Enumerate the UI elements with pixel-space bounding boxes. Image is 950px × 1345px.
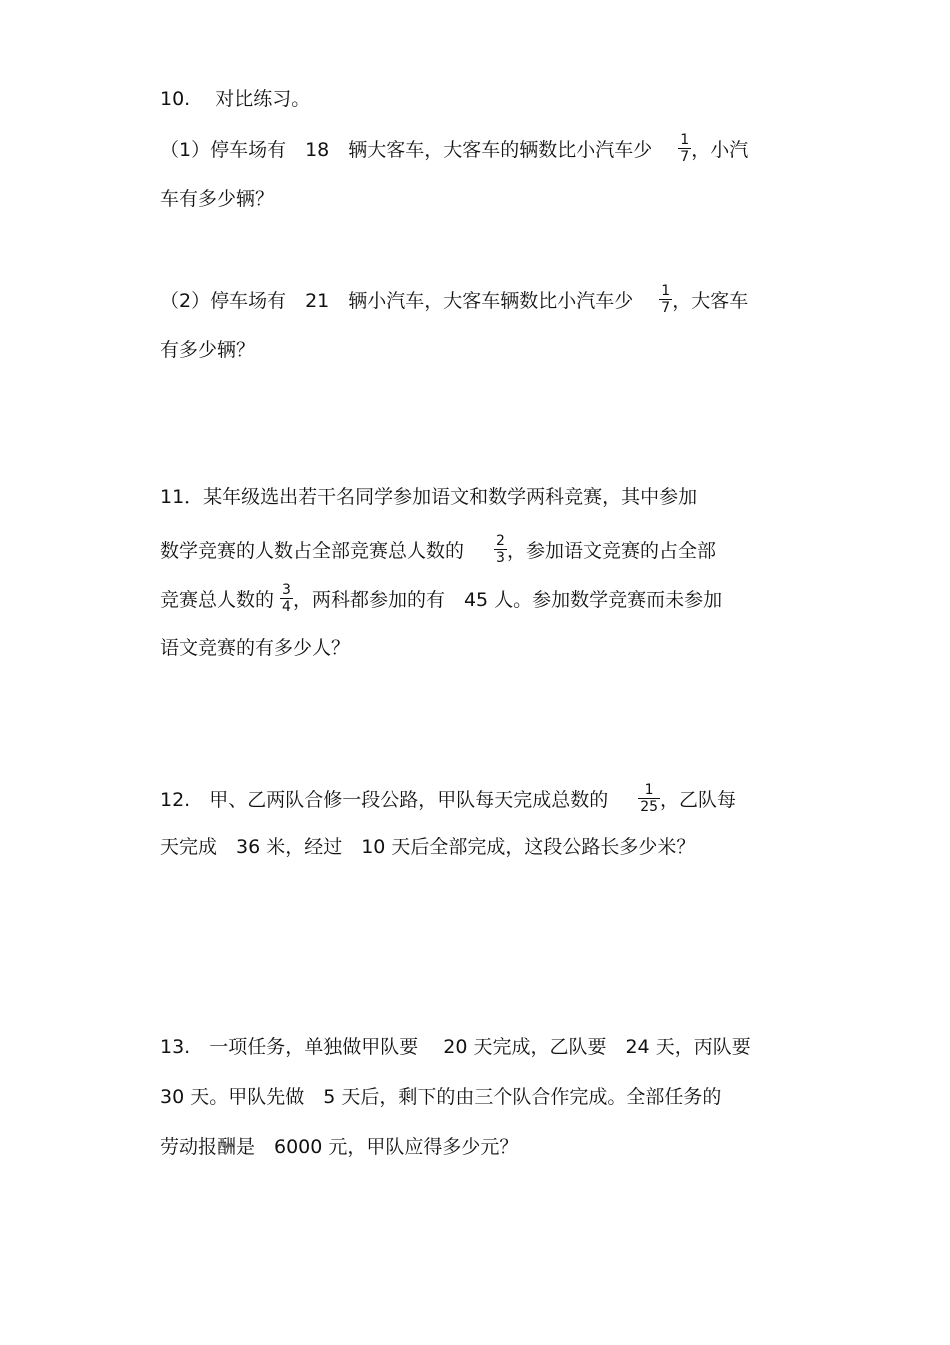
fraction-numerator: 1 [661, 283, 671, 299]
q11-line2-text-b: ，参加语文竞赛的占全部 [506, 540, 716, 562]
q11-line3 [160, 584, 722, 617]
q11-line1: 11．某年级选出若干名同学参加语文和数学两科竞赛，其中参加 [160, 486, 698, 508]
q13-line3: 劳动报酬是 6000 元，甲队应得多少元？ [160, 1136, 519, 1158]
fraction-denominator: 4 [282, 599, 291, 615]
q11-fraction-2 [280, 582, 293, 615]
q10-part1-text-b: ，小汽 [691, 139, 749, 161]
q10-title: 10. 对比练习。 [160, 88, 311, 110]
q10-part2-line1 [160, 285, 748, 318]
fraction-denominator: 25 [640, 799, 659, 815]
q10-part1-line1 [160, 134, 748, 167]
q12-line1 [160, 784, 736, 817]
fraction-denominator: 7 [680, 149, 690, 165]
fraction-denominator: 7 [661, 300, 671, 316]
q10-part2-fraction [659, 283, 672, 316]
fraction-numerator: 3 [282, 582, 291, 598]
fraction-numerator: 1 [644, 782, 654, 798]
q13-line2: 30 天。甲队先做 5 天后，剩下的由三个队合作完成。全部任务的 [160, 1086, 722, 1108]
q11-line3-text-b: ，两科都参加的有 45 人。参加数学竞赛而未参加 [292, 589, 723, 611]
q10-part2-line2: 有多少辆？ [160, 339, 256, 361]
fraction-numerator: 2 [496, 533, 505, 549]
q10-part1-fraction [678, 132, 691, 165]
q13-line1: 13. 一项任务，单独做甲队要 20 天完成，乙队要 24 天，丙队要 [160, 1036, 751, 1058]
q12-line2: 天完成 36 米，经过 10 天后全部完成，这段公路长多少米？ [160, 836, 696, 858]
fraction-numerator: 1 [680, 132, 690, 148]
q11-line3-text-a: 竞赛总人数的 [160, 589, 275, 611]
q11-line2-text-a: 数学竞赛的人数占全部竞赛总人数的 [160, 540, 465, 562]
q11-line2 [160, 535, 716, 568]
q10-part2-text-b: ，大客车 [672, 290, 749, 312]
q10-part1-line2: 车有多少辆？ [160, 188, 275, 210]
q12-fraction [638, 782, 660, 815]
q10-part2-text-a: （2）停车场有 21 辆小汽车，大客车辆数比小汽车少 [160, 290, 634, 312]
q12-line1-text-b: ，乙队每 [660, 789, 737, 811]
q11-fraction-1 [494, 533, 507, 566]
q10-part1-text-a: （1）停车场有 18 辆大客车，大客车的辆数比小汽车少 [160, 139, 653, 161]
fraction-denominator: 3 [496, 550, 505, 566]
q12-line1-text-a: 12. 甲、乙两队合修一段公路，甲队每天完成总数的 [160, 789, 609, 811]
q11-line4: 语文竞赛的有多少人？ [160, 637, 351, 659]
